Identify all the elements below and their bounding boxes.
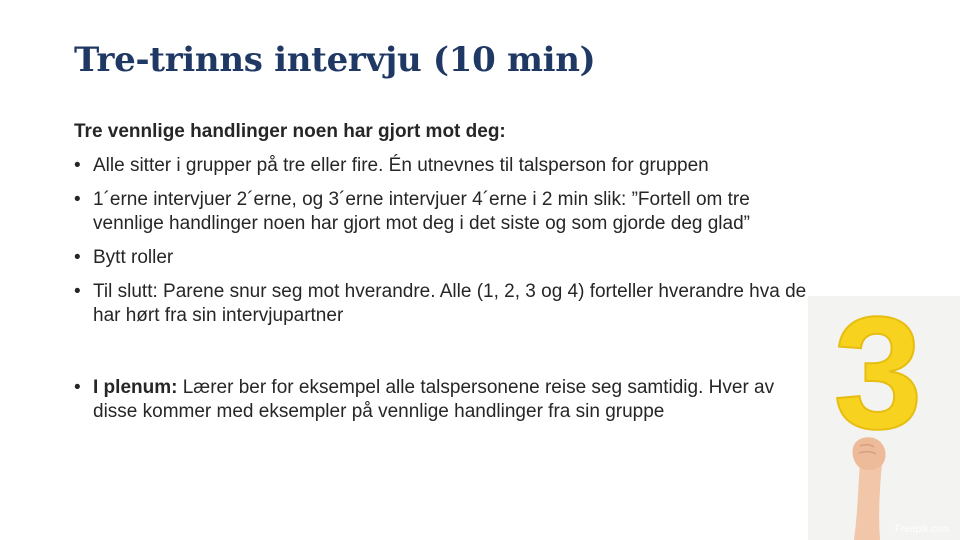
image-credit: Freepik.com <box>894 524 950 535</box>
digit-three: 3 <box>833 296 923 462</box>
bullet-marker: • <box>74 155 81 176</box>
number-three-photo <box>808 296 960 540</box>
bullet-list <box>74 154 814 424</box>
bullet-marker: • <box>74 281 81 302</box>
bullet-item <box>74 376 814 424</box>
bullet-marker: • <box>74 189 81 210</box>
intro-line: Tre vennlige handlinger noen har gjort mot deg: <box>74 121 506 142</box>
bullet-text: Til slutt: Parene snur seg mot hverandre. Alle (1, 2, 3 og 4) forteller hverandre hva de har hørt fra sin intervjupartner <box>93 281 807 326</box>
bullet-text: Bytt roller <box>93 247 174 268</box>
slide-title: Tre-trinns intervju (10 min) <box>74 40 596 80</box>
bullet-marker: • <box>74 377 81 398</box>
bullet-lead-text: I plenum: <box>93 377 178 398</box>
bullet-text: 1´erne intervjuer 2´erne, og 3´erne intervjuer 4´erne i 2 min slik: ”Fortell om tre vennlige handlinger noen har gjort mot deg i det siste og som gjorde deg glad” <box>93 189 750 234</box>
hand-holding-three-illustration <box>808 296 960 540</box>
bullet-text: Lærer ber for eksempel alle talspersonene reise seg samtidig. Hver av disse kommer med eksempler på vennlige handlinger fra sin gruppe <box>93 377 775 422</box>
bullet-text: Alle sitter i grupper på tre eller fire. Én utnevnes til talsperson for gruppen <box>93 155 709 176</box>
bullet-item <box>74 154 814 178</box>
slide-body <box>74 120 814 434</box>
bullet-item <box>74 246 814 270</box>
bullet-item <box>74 188 814 236</box>
bullet-marker: • <box>74 247 81 268</box>
bullet-item <box>74 280 814 328</box>
arm-shape <box>854 464 882 540</box>
